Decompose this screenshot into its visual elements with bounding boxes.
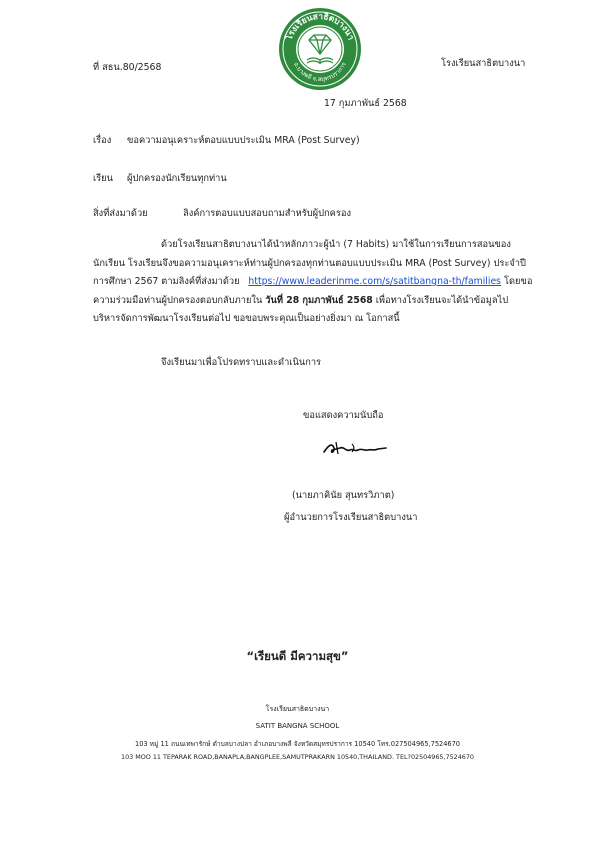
attachment-label: สิ่งที่ส่งมาด้วย bbox=[93, 208, 148, 219]
document-date: 17 กุมภาพันธ์ 2568 bbox=[324, 98, 407, 109]
body-line: นักเรียน โรงเรียนจึงขอความอนุเคราะห์ท่านผู้ปกครองทุกท่านตอบแบบประเมิน MRA (Post Survey) ประจำปี bbox=[93, 257, 526, 269]
footer-school-en: SATIT BANGNA SCHOOL bbox=[255, 722, 340, 730]
school-name-header: โรงเรียนสาธิตบางนา bbox=[441, 58, 526, 69]
signer-name: (นายภาคินัย สุนทรวิภาต) bbox=[292, 490, 395, 501]
logo-bottom-text: อ.บางพลี จ.สมุทรปราการ bbox=[292, 61, 348, 84]
footer-address-th: 103 หมู่ 11 ถนนเทพารักษ์ ตำบลบางปลา อำเภอบางพลี จังหวัดสมุทรปราการ 10540 โทร.027504965,7524670 bbox=[135, 740, 460, 748]
body-line bbox=[93, 273, 533, 292]
body-text: ความร่วมมือท่านผู้ปกครองตอบกลับภายใน bbox=[93, 294, 263, 306]
footer-address-en: 103 MOO 11 TEPARAK ROAD,BANAPLA,BANGPLEE,SAMUTPRAKARN 10540,THAILAND. TEL?02504965,7524670 bbox=[121, 753, 474, 761]
school-logo bbox=[278, 7, 362, 91]
body-text: โดยขอ bbox=[503, 276, 533, 287]
school-motto: “เรียนดี มีความสุข” bbox=[246, 649, 349, 663]
signer-position: ผู้อำนวยการโรงเรียนสาธิตบางนา bbox=[284, 512, 418, 523]
subject-label: เรื่อง bbox=[93, 135, 112, 146]
survey-link[interactable]: https://www.leaderinme.com/s/satitbangna-th/families bbox=[248, 276, 502, 287]
attachment-value: ลิงค์การตอบแบบสอบถามสำหรับผู้ปกครอง bbox=[183, 208, 351, 219]
subject-value: ขอความอนุเคราะห์ตอบแบบประเมิน MRA (Post Survey) bbox=[127, 135, 360, 146]
footer-school-th: โรงเรียนสาธิตบางนา bbox=[265, 705, 330, 713]
body-paragraph bbox=[93, 236, 533, 329]
body-text: เพื่อทางโรงเรียนจะได้นำข้อมูลไป bbox=[375, 294, 509, 306]
body-line: ด้วยโรงเรียนสาธิตบางนาได้นำหลักภาวะผู้นำ (7 Habits) มาใช้ในการเรียนการสอนของ bbox=[161, 239, 511, 250]
recipient-label: เรียน bbox=[93, 173, 113, 184]
deadline-text: วันที่ 28 กุมภาพันธ์ 2568 bbox=[265, 294, 373, 306]
signature-image bbox=[322, 436, 392, 460]
body-line: บริหารจัดการพัฒนาโรงเรียนต่อไป ขอขอบพระคุณเป็นอย่างยิ่งมา ณ โอกาสนี้ bbox=[93, 313, 400, 324]
regards-text: ขอแสดงความนับถือ bbox=[303, 410, 384, 421]
body-text: การศึกษา 2567 ตามลิงค์ที่ส่งมาด้วย bbox=[93, 276, 240, 287]
closing-text: จึงเรียนมาเพื่อโปรดทราบและดำเนินการ bbox=[161, 357, 322, 368]
document-number: ที่ สธน.80/2568 bbox=[93, 62, 162, 73]
recipient-value: ผู้ปกครองนักเรียนทุกท่าน bbox=[127, 173, 227, 184]
logo-top-text: โรงเรียนสาธิตบางนา bbox=[284, 11, 356, 42]
body-line bbox=[93, 292, 513, 311]
